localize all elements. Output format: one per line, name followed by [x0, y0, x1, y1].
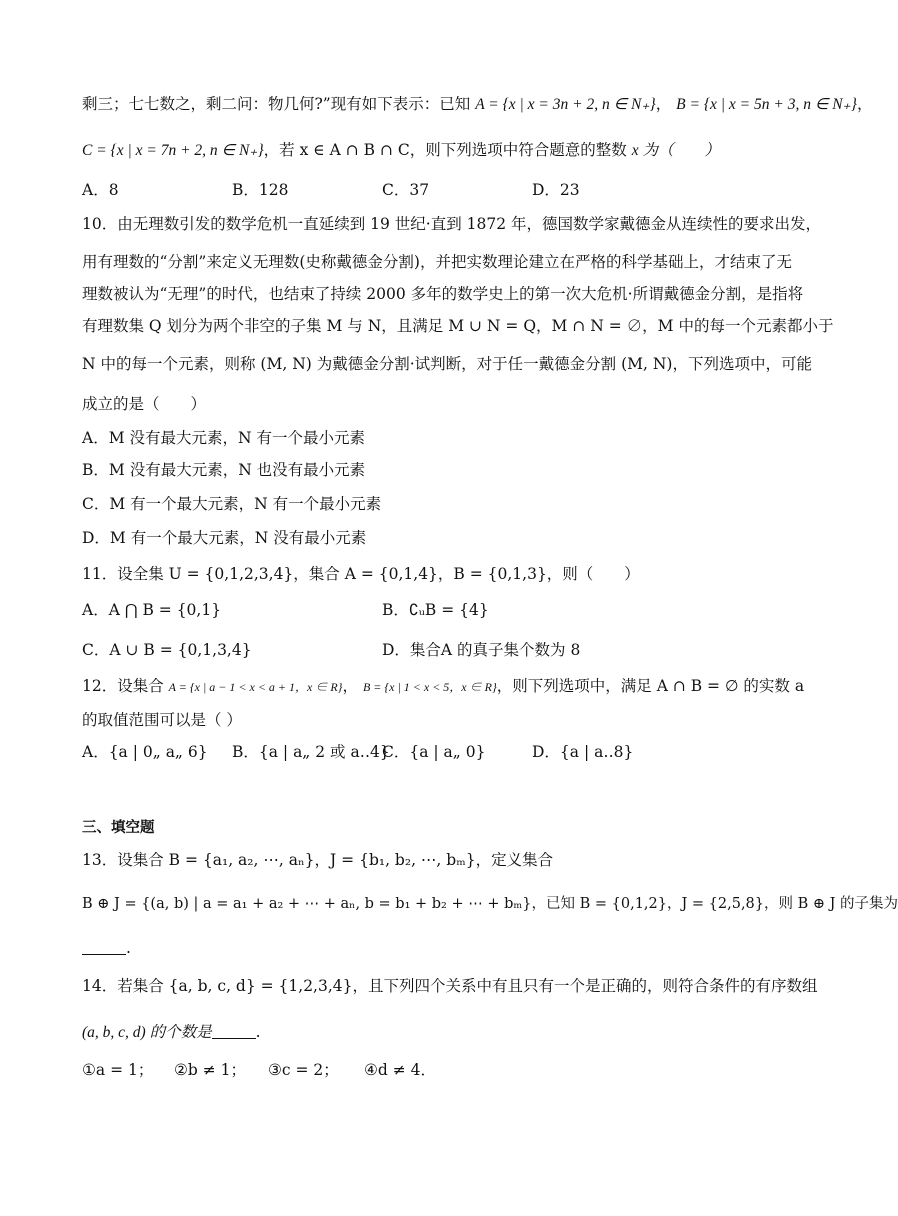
q12-option-a: A．{a | 0„ a„ 6} — [82, 743, 208, 761]
q10-line-3: 理数被认为“无理”的时代，也结束了持续 2000 多年的数学史上的第一次大危机·所谓戴德金分割，是指将 — [82, 285, 804, 303]
q9-line2-mid: ，若 x ∈ A ∩ B ∩ C，则下列选项中符合题意的整数 — [263, 141, 627, 159]
q14-relation-1: ①a = 1； — [82, 1061, 154, 1079]
q12-set-b: B = {x | 1 < x < 5，x ∈ R} — [362, 680, 497, 694]
q11-option-b: B．∁ᵤB = {4} — [382, 601, 489, 619]
q9-option-b: B．128 — [232, 181, 289, 199]
q10-option-a: A．M 没有最大元素，N 有一个最小元素 — [82, 429, 365, 447]
section-title: 三、填空题 — [82, 820, 155, 836]
q9-set-a: A = {x | x = 3n + 2, n ∈ N₊} — [475, 96, 656, 113]
q9-option-d: D．23 — [532, 181, 580, 199]
q11-stem: 11．设全集 U = {0,1,2,3,4}，集合 A = {0,1,4}，B = {0,1,3}，则（ ） — [82, 565, 640, 583]
q12-line-2: 的取值范围可以是（ ） — [82, 711, 242, 729]
q10-option-c: C．M 有一个最大元素，N 有一个最小元素 — [82, 495, 382, 513]
q12-option-c: C．{a | a„ 0} — [382, 743, 486, 761]
q9-line-2 — [82, 140, 720, 161]
q13-line3-end: . — [126, 939, 131, 957]
q10-line-5: N 中的每一个元素，则称 (M, N) 为戴德金分割·试判断，对于任一戴德金分割 (M, N)，下列选项中，可能 — [82, 355, 812, 373]
q12-option-d: D．{a | a‥8} — [532, 743, 634, 761]
q14-relation-4: ④d ≠ 4． — [364, 1061, 437, 1079]
q14-line-2 — [82, 1022, 261, 1043]
q9-line1-text: 剩三；七七数之，剩二问：物几何?”现有如下表示：已知 — [82, 95, 471, 113]
q14-answer-blank[interactable] — [212, 1024, 256, 1039]
q14-line2-a: (a, b, c, d) 的个数是 — [82, 1024, 212, 1041]
q10-option-b: B．M 没有最大元素，N 也没有最小元素 — [82, 461, 366, 479]
q14-relation-2: ②b ≠ 1； — [174, 1061, 247, 1079]
q9-line-1: 剩三；七七数之，剩二问：物几何?”现有如下表示：已知 A = {x | x = 3n + 2, n ∈ N₊}， B = {x | x = 5n + 3, n ∈ N₊}， — [82, 95, 873, 113]
q10-line-2: 用有理数的“分割”来定义无理数(史称戴德金分割)，并把实数理论建立在严格的科学基础上，才结束了无 — [82, 253, 792, 271]
q12-line-1: 12．设集合 A = {x | a − 1 < x < a + 1，x ∈ R}， B = {x | 1 < x < 5，x ∈ R}，则下列选项中，满足 A ∩ B = ∅ 的实数 a — [82, 677, 805, 695]
q9-option-a: A．8 — [82, 181, 119, 199]
q10-line-6: 成立的是（ ） — [82, 395, 207, 413]
q13-line-2: B ⊕ J = {(a, b) | a = a₁ + a₂ + ⋯ + aₙ, b = b₁ + b₂ + ⋯ + bₘ}，已知 B = {0,1,2}，J = {2,5,8}，则 B ⊕ J 的子集为 — [82, 896, 898, 912]
q12-line1-b: ，则下列选项中，满足 A ∩ B = ∅ 的实数 a — [496, 677, 805, 695]
q14-relation-3: ③c = 2； — [268, 1061, 339, 1079]
q9-set-b: B = {x | x = 5n + 3, n ∈ N₊} — [676, 96, 857, 113]
q10-line-4: 有理数集 Q 划分为两个非空的子集 M 与 N，且满足 M ∪ N = Q，M ∩ N = ∅，M 中的每一个元素都小于 — [82, 317, 834, 335]
q14-line2-b: . — [255, 1023, 261, 1041]
q12-line1-a: 12．设集合 — [82, 677, 164, 695]
q14-line-1: 14．若集合 {a, b, c, d} = {1,2,3,4}，且下列四个关系中有且只有一个是正确的，则符合条件的有序数组 — [82, 977, 818, 995]
q13-line-3 — [82, 938, 131, 958]
q12-set-a: A = {x | a − 1 < x < a + 1，x ∈ R} — [168, 680, 343, 694]
q12-option-b: B．{a | a„ 2 或 a‥4} — [232, 743, 390, 761]
q9-line2-end: x 为（ ） — [631, 142, 720, 159]
q9-option-c: C．37 — [382, 181, 430, 199]
q9-set-c: C = {x | x = 7n + 2, n ∈ N₊} — [82, 142, 264, 159]
q13-answer-blank[interactable] — [82, 940, 126, 955]
q11-option-d: D．集合A 的真子集个数为 8 — [382, 641, 581, 659]
q11-option-a: A．A ⋂ B = {0,1} — [82, 601, 222, 619]
q11-option-c: C．A ∪ B = {0,1,3,4} — [82, 641, 252, 659]
q10-line-1: 10．由无理数引发的数学危机一直延续到 19 世纪·直到 1872 年，德国数学家戴德金从连续性的要求出发， — [82, 215, 822, 233]
q10-option-d: D．M 有一个最大元素，N 没有最小元素 — [82, 529, 367, 547]
q13-line-1: 13．设集合 B = {a₁, a₂, ⋯, aₙ}，J = {b₁, b₂, ⋯, bₘ}，定义集合 — [82, 851, 554, 869]
